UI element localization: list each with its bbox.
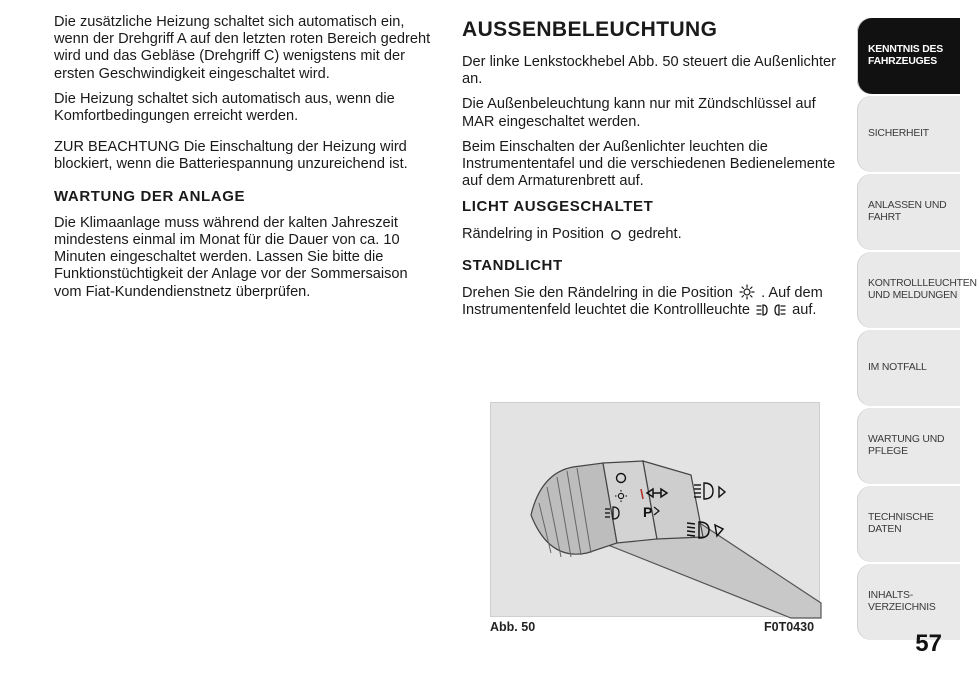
tab-notfall[interactable] [857, 330, 960, 406]
tab-wartung[interactable] [857, 408, 960, 484]
lights-off-text-b: gedreht. [628, 225, 682, 242]
paragraph-heater-off: Die Heizung schaltet sich automatisch aus, wenn die Komfortbedingungen erreicht werden. [54, 90, 395, 125]
off-position-icon [610, 229, 622, 241]
tab-label: KONTROLLLEUCHTEN UND MELDUNGEN [868, 278, 977, 301]
parking-text-a: Drehen Sie den Rändelring in die Position [462, 285, 733, 302]
chapter-tabs [857, 18, 977, 642]
tab-label: INHALTS- VERZEICHNIS [868, 590, 936, 613]
tab-label: IM NOTFALL [868, 362, 927, 373]
tab-label: TECHNISCHE DATEN [868, 512, 934, 535]
tab-label: ANLASSEN UND FAHRT [868, 200, 947, 223]
parking-text-c: auf. [792, 302, 817, 319]
section-title: AUSSENBELEUCHTUNG [462, 18, 718, 41]
paragraph-parking-lights [462, 284, 847, 319]
tab-label: WARTUNG UND PFLEGE [868, 434, 945, 457]
tab-technische-daten[interactable] [857, 486, 960, 562]
tab-kontrollleuchten[interactable] [857, 252, 977, 328]
fig-high-beam-flash-icon [694, 483, 725, 499]
left-column [54, 14, 439, 309]
figure-code: F0T0430 [764, 620, 815, 634]
heading-maintenance: WARTUNG DER ANLAGE [54, 187, 246, 205]
light-switch-illustration [491, 403, 821, 618]
paragraph-maintenance: Die Klimaanlage muss während der kalten Jahreszeit mindestens einmal im Monat für die Dauer von ca. 10 Minuten eingeschaltet werden. Lassen Sie bitte die Funktionstüchtigkeit der Anlage vor der Sommersaison vom Fiat-Kundendienstnetz überprüfen. [54, 214, 408, 300]
paragraph-lever: Der linke Lenkstockhebel Abb. 50 steuert die Außenlichter an. [462, 54, 836, 88]
paragraph-ignition: Die Außenbeleuchtung kann nur mit Zündschlüssel auf MAR eingeschaltet werden. [462, 96, 816, 130]
parking-light-position-icon [739, 284, 755, 300]
figure-caption: Abb. 50 [490, 620, 536, 634]
paragraph-illumination: Beim Einschalten der Außenlichter leuchten die Instrumententafel und die verschiedenen Bedienelemente auf dem Armaturenbrett auf. [462, 138, 836, 190]
tab-sicherheit[interactable] [857, 96, 960, 172]
side-lights-warning-icon [756, 303, 786, 317]
tab-inhaltsverzeichnis[interactable] [857, 564, 960, 640]
heading-parking-lights: STANDLICHT [462, 256, 563, 274]
paragraph-lights-off [462, 226, 847, 243]
fig-parking-label: P [643, 504, 653, 520]
tab-label: KENNTNIS DES FAHRZEUGES [868, 44, 943, 67]
right-column [462, 14, 847, 327]
page-number: 57 [915, 630, 942, 657]
heading-lights-off: LICHT AUSGESCHALTET [462, 198, 654, 216]
lights-off-text-a: Rändelring in Position [462, 225, 604, 242]
tab-anlassen[interactable] [857, 174, 960, 250]
paragraph-heater-on: Die zusätzliche Heizung schaltet sich automatisch ein, wenn der Drehgriff A auf den letzten roten Bereich gedreht wird und das Gebläse (Drehgriff C) wenigstens mit der ersten Geschwindigkeit eingeschaltet wird. [54, 14, 431, 82]
paragraph-note-battery: ZUR BEACHTUNG Die Einschaltung der Heizung wird blockiert, wenn die Batteriespannung unzureichend ist. [54, 139, 408, 173]
figure-light-switch [490, 402, 820, 617]
parking-text-b: . Auf dem Instrumentenfeld leuchtet die Kontrollleuchte [462, 285, 823, 319]
tab-kenntnis[interactable] [857, 18, 960, 94]
tab-label: SICHERHEIT [868, 128, 929, 139]
